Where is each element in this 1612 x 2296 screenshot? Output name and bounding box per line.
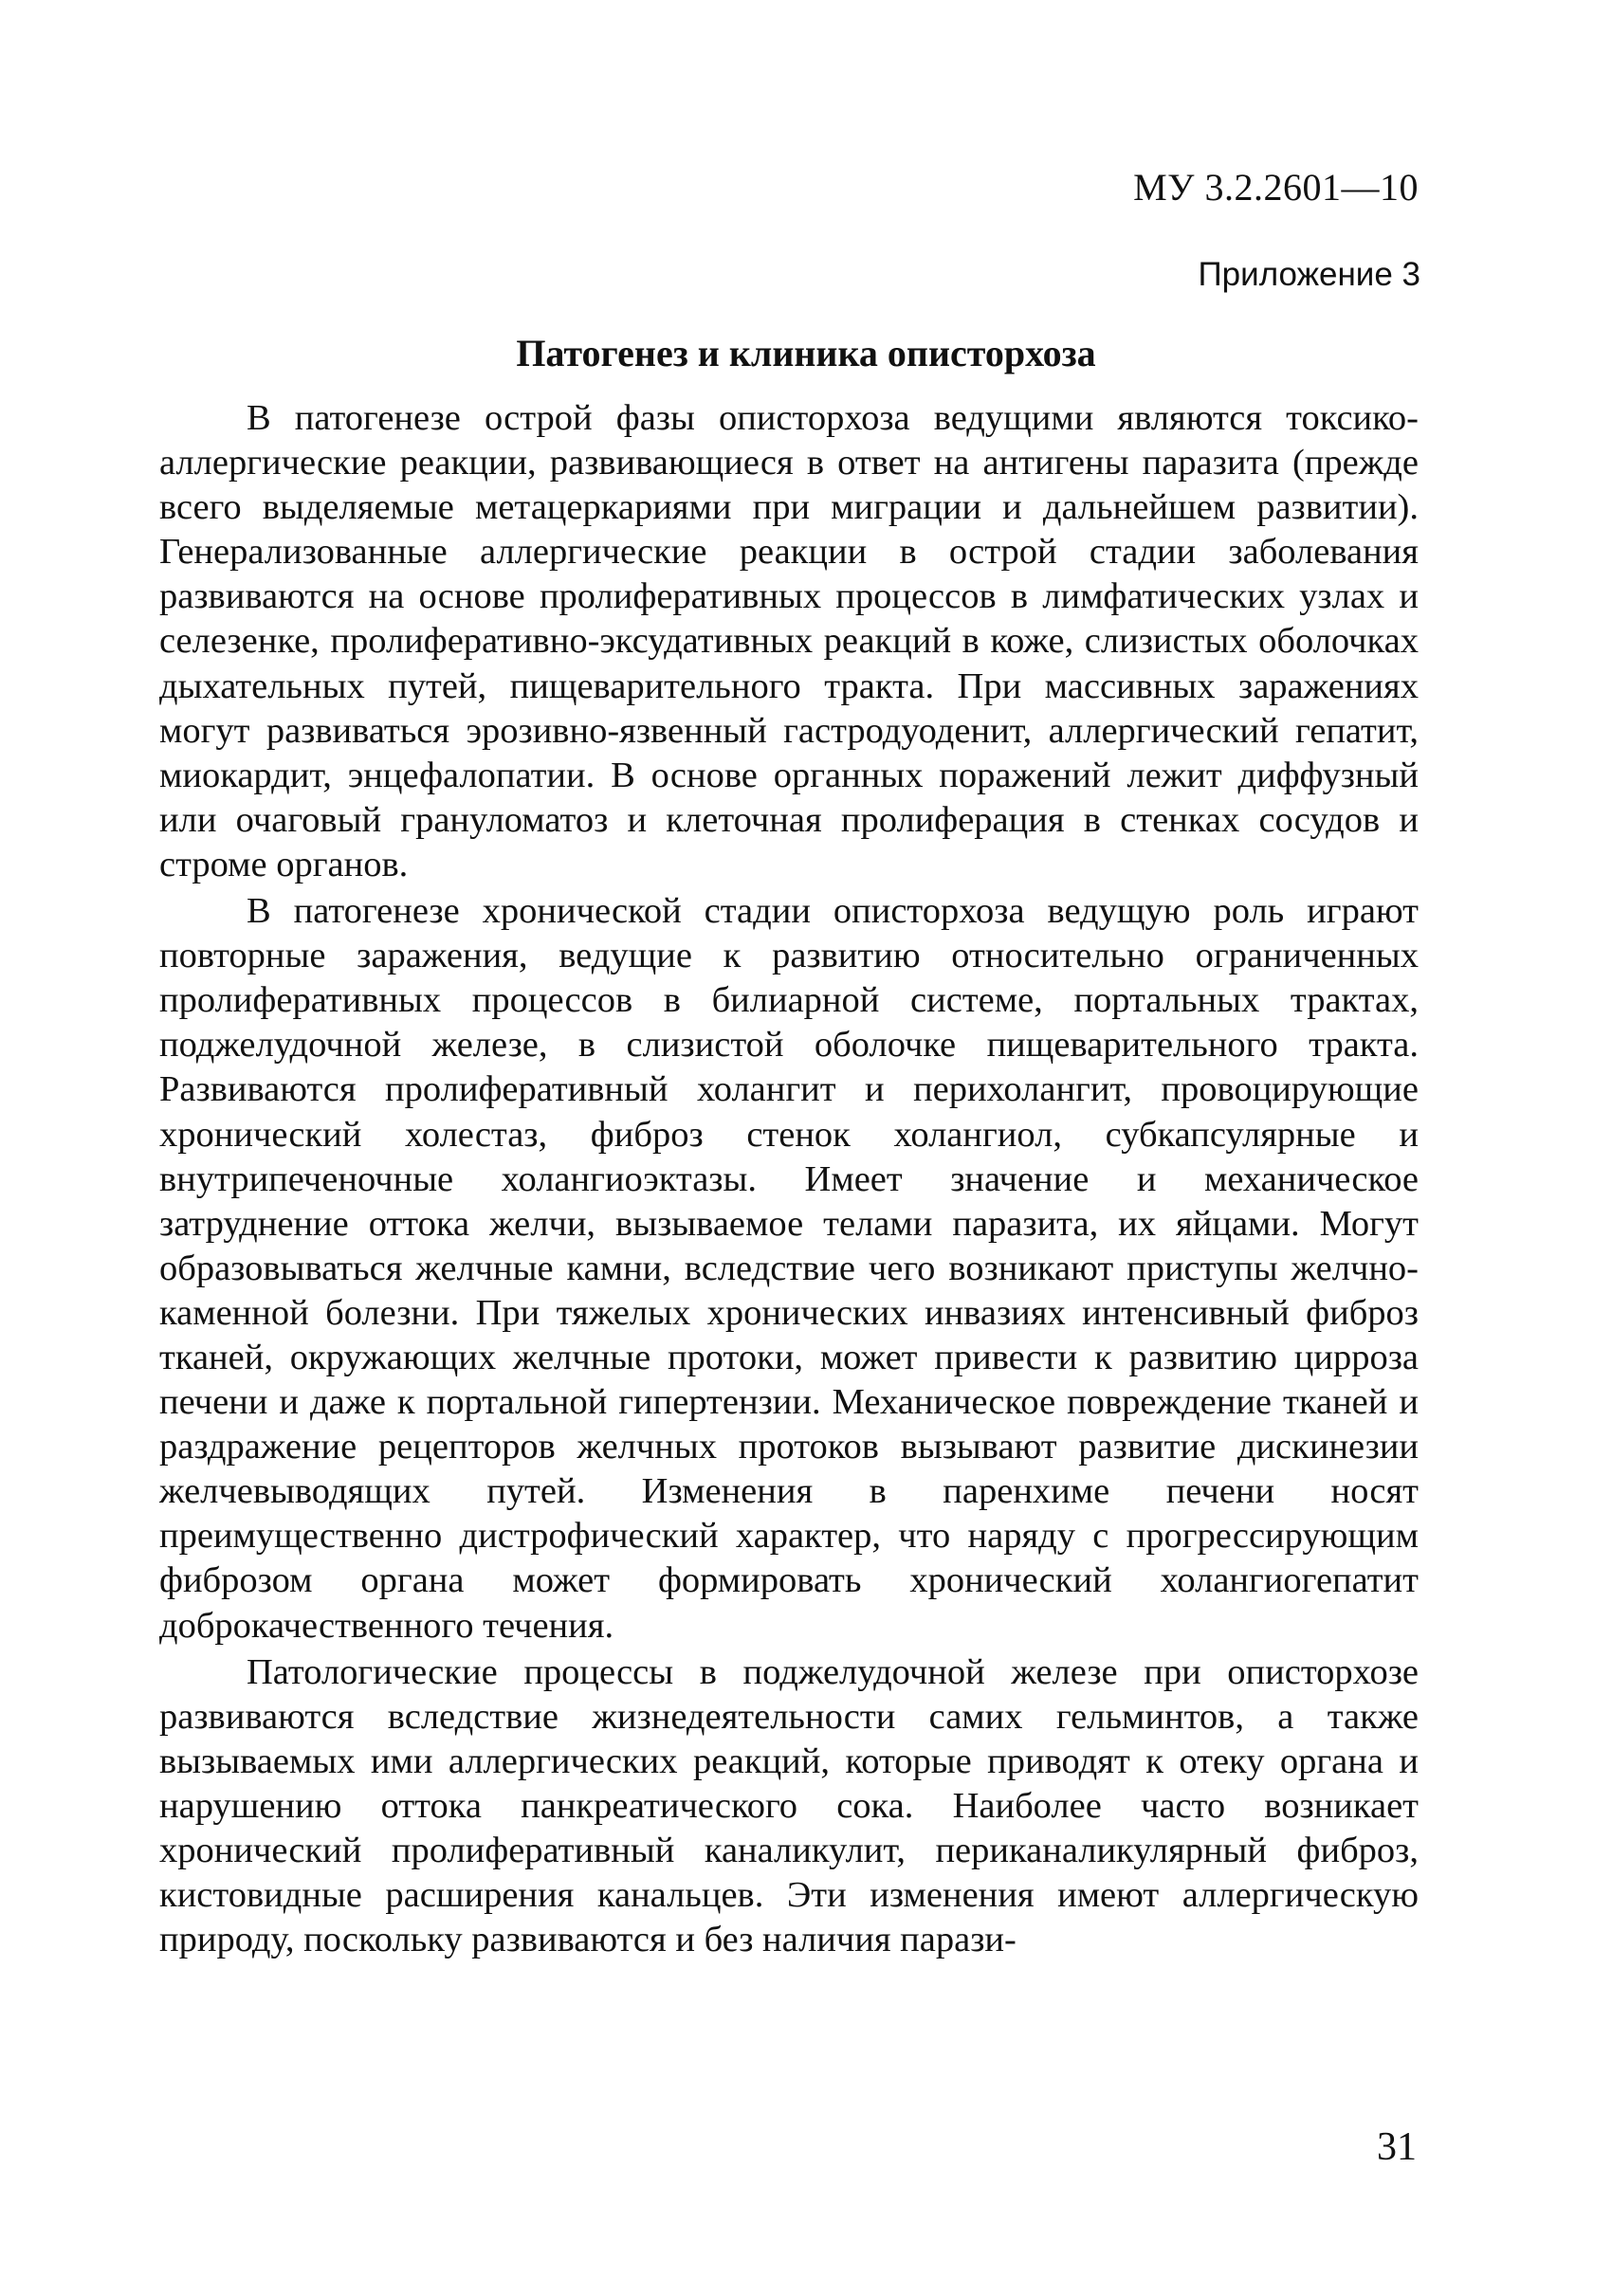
paragraph-acute-phase: В патогенезе острой фазы описторхоза ведущими являются токсико-аллергические реакции, развивающиеся в ответ на антигены паразита (прежде всего выделяемые метацеркариями при миграции и дальнейшем развитии). Генерализованные аллергические реакции в острой стадии заболевания развиваются на основе пролиферативных процессов в лимфатических узлах и селезенке, пролиферативно-эксудативных реакций в коже, слизистых оболочках дыхательных путей, пищеварительного тракта. При массивных заражениях могут развиваться эрозивно-язвенный гастродуоденит, аллергический гепатит, миокардит, энцефалопатии. В основе органных поражений лежит диффузный или очаговый грануломатоз и клеточная пролиферация в стенках сосудов и строме органов.	[159, 398, 1419, 884]
paragraph-chronic-stage: В патогенезе хронической стадии описторхоза ведущую роль играют повторные заражения, ведущие к развитию относительно ограниченных пролиферативных процессов в билиарной системе, портальных трактах, поджелудочной железе, в слизистой оболочке пищеварительного тракта. Развиваются пролиферативный холангит и перихолангит, провоцирующие хронический холестаз, фиброз стенок холангиол, субкапсулярные и внутрипеченочные холангиоэктазы. Имеет значение и механическое затруднение оттока желчи, вызываемое телами паразита, их яйцами. Могут образовываться желчные камни, вследствие чего возникают приступы желчно-каменной болезни. При тяжелых хронических инвазиях интенсивный фиброз тканей, окружающих желчные протоки, может привести к развитию цирроза печени и даже к портальной гипертензии. Механическое повреждение тканей и раздражение рецепторов желчных протоков вызывают развитие дискинезии желчевыводящих путей. Изменения в паренхиме печени носят преимущественно дистрофический характер, что наряду с прогрессирующим фиброзом органа может формировать хронический холангиогепатит доброкачественного течения.	[159, 891, 1419, 1646]
appendix-label: Приложение 3	[1198, 256, 1420, 293]
section-title: Патогенез и клиника описторхоза	[516, 332, 1096, 374]
document-code: МУ 3.2.2601—10	[1133, 166, 1419, 209]
body-text	[159, 396, 1419, 1964]
paragraph-pancreas: Патологические процессы в поджелудочной железе при описторхозе развиваются вследствие жизнедеятельности самих гельминтов, а также вызываемых ими аллергических реакций, которые приводят к отеку органа и нарушению оттока панкреатического сока. Наиболее часто возникает хронический пролиферативный каналикулит, периканаликулярный фиброз, кистовидные расширения канальцев. Эти изменения имеют аллергическую природу, поскольку развиваются и без наличия парази-	[159, 1651, 1419, 1960]
page-number: 31	[1377, 2125, 1417, 2169]
